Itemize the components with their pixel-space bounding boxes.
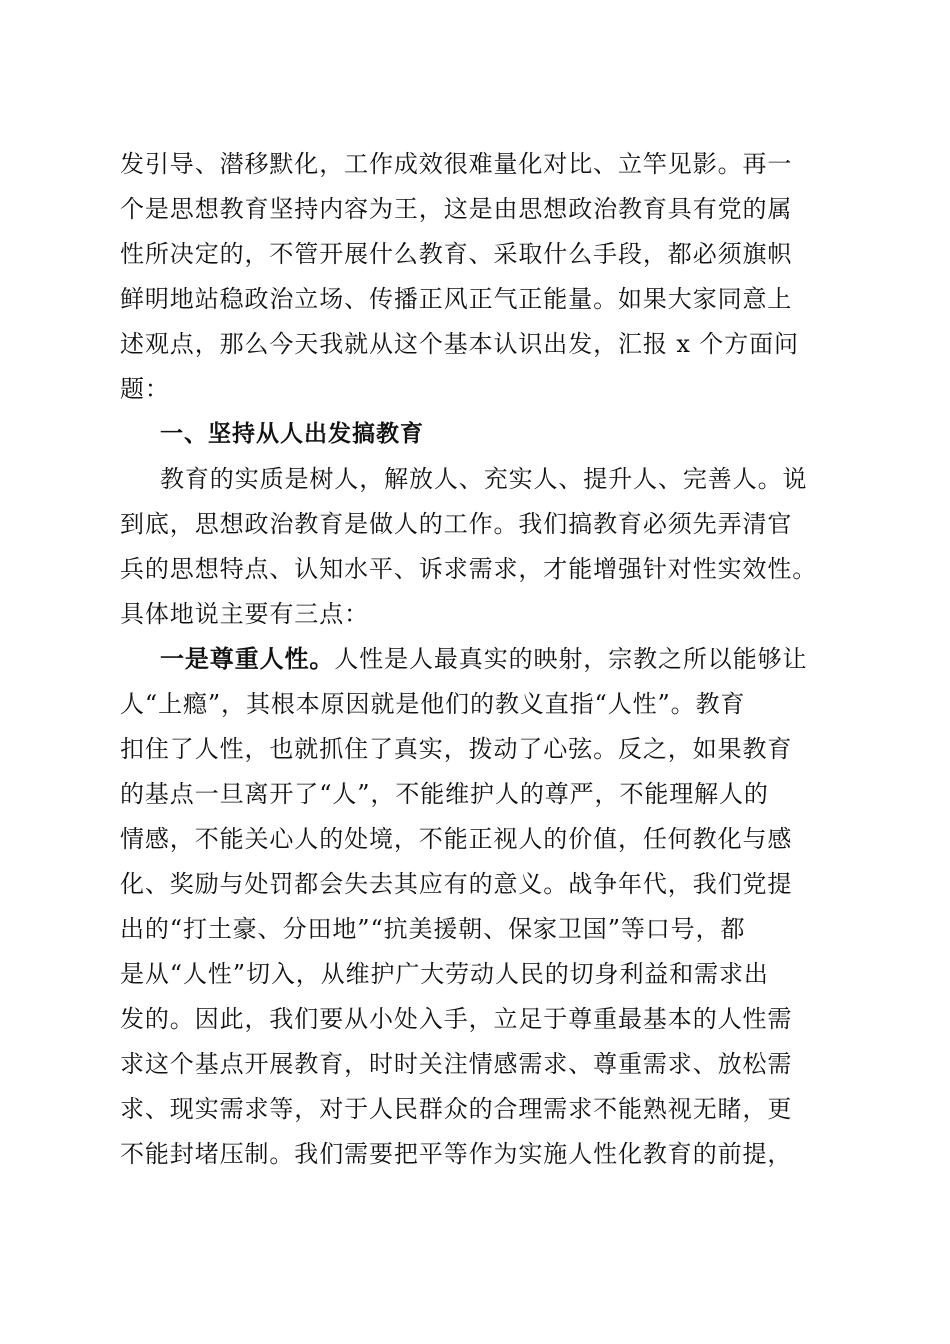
text-line: 是从“人性”切入，从维护广大劳动人民的切身利益和需求出 [120,960,769,988]
text-line: 发引导、潜移默化，工作成效很难量化对比、立竿见影。再一 [120,150,793,178]
section-heading: 一、坚持从人出发搞教育 [160,421,424,447]
text-line: 述观点，那么今天我就从这个基本认识出发，汇报 x 个方面问 [120,330,799,358]
paragraph-first-line: 教育的实质是树人，解放人、充实人、提升人、完善人。说 [160,465,808,493]
text-line: 求这个基点开展教育，时时关注情感需求、尊重需求、放松需 [120,1050,793,1078]
text-line: 具体地说主要有三点： [120,600,369,628]
text-line: 性所决定的，不管开展什么教育、采取什么手段，都必须旗帜 [120,240,793,268]
text-line: 出的“打土豪、分田地”“抗美援朝、保家卫国”等口号，都 [120,915,746,943]
text-line: 发的。因此，我们要从小处入手，立足于尊重最基本的人性需 [120,1005,793,1033]
text-line: 不能封堵压制。我们需要把平等作为实施人性化教育的前提， [120,1140,793,1168]
text-line: 求、现实需求等，对于人民群众的合理需求不能熟视无睹，更 [120,1095,793,1123]
text-line: 个是思想教育坚持内容为王，这是由思想政治教育具有党的属 [120,195,793,223]
paragraph-first-line [120,637,832,682]
text-line: 化、奖励与处罚都会失去其应有的意义。战争年代，我们党提 [120,870,793,898]
text-line: 扣住了人性，也就抓住了真实，拨动了心弦。反之，如果教育 [120,735,793,763]
point-one-label: 一是尊重人性。 [160,645,335,673]
text-line: 兵的思想特点、认知水平、诉求需求，才能增强针对性实效性。 [120,555,818,583]
document-body [120,142,832,1177]
text-line: 人“上瘾”，其根本原因就是他们的教义直指“人性”。教育 [120,690,746,718]
text-line: 题： [120,375,170,403]
text-line: 情感，不能关心人的处境，不能正视人的价值，任何教化与感 [120,825,793,853]
text-line: 的基点一旦离开了“人”，不能维护人的尊严，不能理解人的 [120,780,769,808]
point-one-text: 人性是人最真实的映射，宗教之所以能够让 [334,645,808,673]
text-line: 鲜明地站稳政治立场、传播正风正气正能量。如果大家同意上 [120,285,793,313]
text-line: 到底，思想政治教育是做人的工作。我们搞教育必须先弄清官 [120,510,793,538]
